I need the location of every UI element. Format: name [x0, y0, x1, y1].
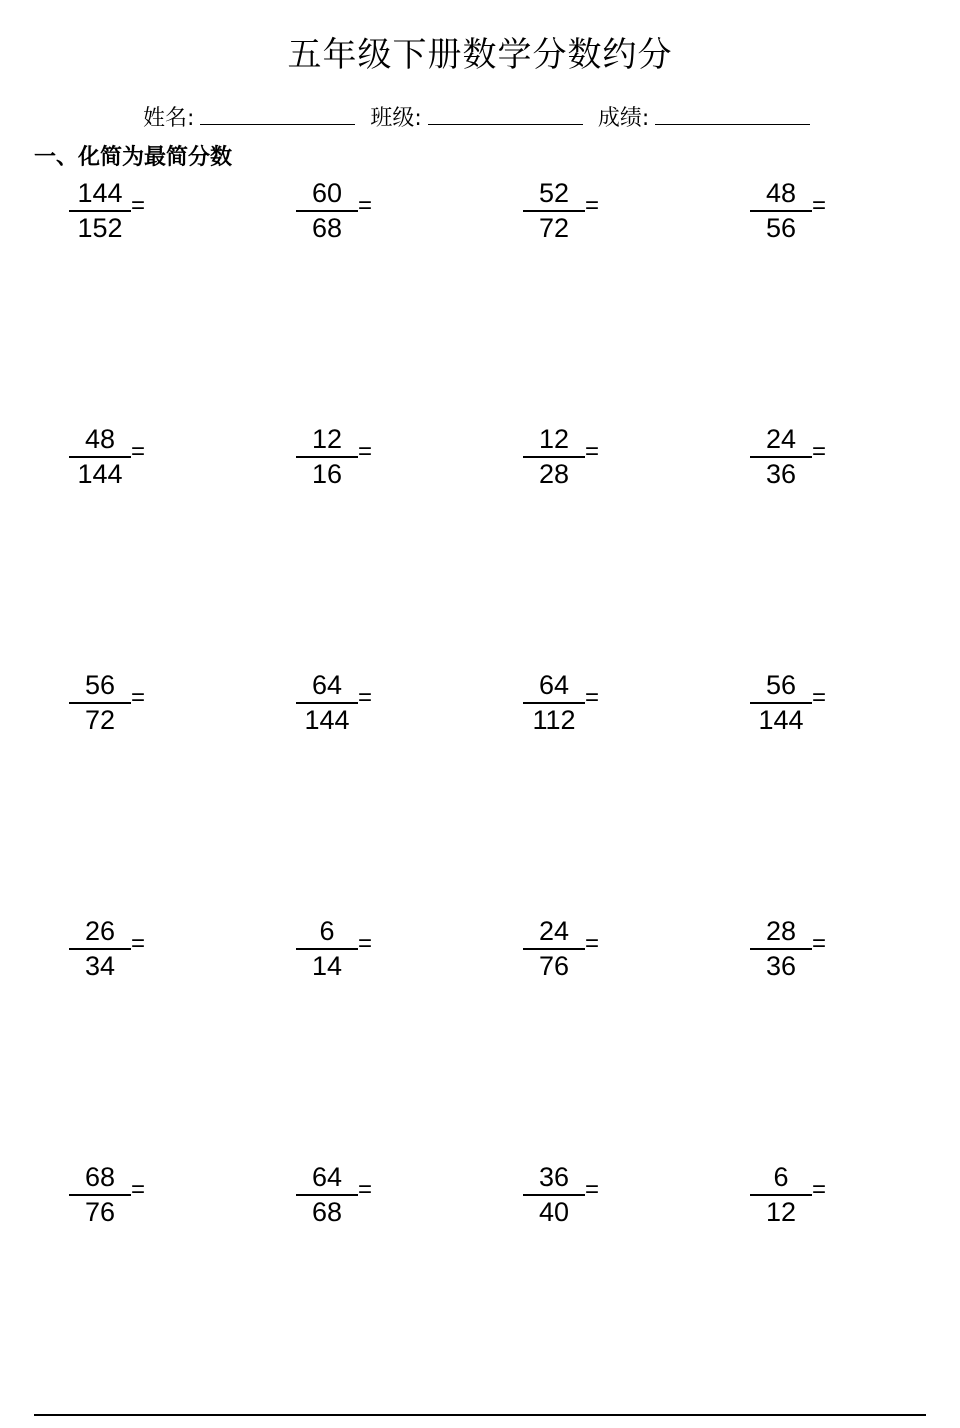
equals-sign: =: [131, 192, 146, 219]
equals-sign: =: [812, 684, 827, 711]
fraction-bar: [750, 210, 812, 212]
denominator: 76: [84, 1197, 116, 1227]
numerator: 48: [765, 178, 797, 208]
numerator: 12: [311, 424, 343, 454]
denominator: 144: [77, 459, 123, 489]
numerator: 60: [311, 178, 343, 208]
numerator: 56: [765, 670, 797, 700]
name-label: 姓名:: [143, 106, 195, 131]
fraction: [69, 178, 131, 243]
fraction-bar: [69, 702, 131, 704]
name-field: [143, 102, 355, 136]
fraction-bar: [523, 456, 585, 458]
fraction: [750, 1162, 812, 1227]
fraction-problem: [523, 178, 633, 258]
denominator: 36: [765, 459, 797, 489]
section-title: 一、化简为最简分数: [34, 145, 233, 170]
equals-sign: =: [812, 1176, 827, 1203]
fraction-bar: [750, 1194, 812, 1196]
numerator: 6: [773, 1162, 789, 1192]
denominator: 152: [77, 213, 123, 243]
fraction: [69, 424, 131, 489]
equals-sign: =: [585, 684, 600, 711]
numerator: 48: [84, 424, 116, 454]
equals-sign: =: [585, 192, 600, 219]
fraction: [296, 1162, 358, 1227]
equals-sign: =: [358, 192, 373, 219]
denominator: 68: [311, 213, 343, 243]
denominator: 72: [84, 705, 116, 735]
denominator: 28: [538, 459, 570, 489]
denominator: 34: [84, 951, 116, 981]
fraction-problem: [523, 670, 633, 750]
fraction-problem: [69, 916, 179, 996]
fraction-bar: [523, 1194, 585, 1196]
fraction: [69, 1162, 131, 1227]
fraction-bar: [750, 948, 812, 950]
equals-sign: =: [131, 438, 146, 465]
class-field: [370, 102, 582, 136]
fraction: [750, 670, 812, 735]
fraction: [296, 670, 358, 735]
fraction-bar: [750, 702, 812, 704]
fraction: [69, 916, 131, 981]
fraction-problem: [69, 1162, 179, 1242]
equals-sign: =: [585, 1176, 600, 1203]
denominator: 40: [538, 1197, 570, 1227]
equals-sign: =: [358, 438, 373, 465]
fraction-problem: [69, 670, 179, 750]
numerator: 56: [84, 670, 116, 700]
fraction: [296, 178, 358, 243]
fraction-problem: [523, 1162, 633, 1242]
numerator: 64: [311, 1162, 343, 1192]
fraction: [750, 424, 812, 489]
fraction: [523, 424, 585, 489]
fraction-bar: [523, 702, 585, 704]
fraction-bar: [296, 456, 358, 458]
fraction-problem: [523, 916, 633, 996]
page-title: 五年级下册数学分数约分: [287, 35, 673, 75]
denominator: 36: [765, 951, 797, 981]
fraction-bar: [296, 210, 358, 212]
fraction: [523, 178, 585, 243]
class-blank[interactable]: [428, 102, 583, 125]
denominator: 56: [765, 213, 797, 243]
fraction-bar: [523, 210, 585, 212]
equals-sign: =: [358, 930, 373, 957]
fraction-bar: [750, 456, 812, 458]
denominator: 72: [538, 213, 570, 243]
numerator: 68: [84, 1162, 116, 1192]
fraction-problem: [296, 670, 406, 750]
denominator: 144: [304, 705, 350, 735]
fraction: [296, 916, 358, 981]
fraction-bar: [69, 1194, 131, 1196]
fraction-problem: [69, 178, 179, 258]
denominator: 112: [532, 705, 576, 735]
class-label: 班级:: [370, 106, 422, 131]
score-blank[interactable]: [655, 102, 810, 125]
numerator: 52: [538, 178, 570, 208]
denominator: 16: [311, 459, 343, 489]
equals-sign: =: [131, 684, 146, 711]
score-field: [598, 102, 810, 136]
fraction: [296, 424, 358, 489]
equals-sign: =: [812, 438, 827, 465]
fraction-problem: [750, 916, 860, 996]
equals-sign: =: [812, 192, 827, 219]
equals-sign: =: [131, 1176, 146, 1203]
equals-sign: =: [358, 1176, 373, 1203]
fraction-bar: [69, 210, 131, 212]
numerator: 64: [311, 670, 343, 700]
fraction-problem: [69, 424, 179, 504]
fraction-problem: [523, 424, 633, 504]
denominator: 12: [765, 1197, 797, 1227]
fraction: [69, 670, 131, 735]
numerator: 6: [319, 916, 335, 946]
footer-divider: [34, 1414, 926, 1416]
name-blank[interactable]: [200, 102, 355, 125]
fraction: [523, 670, 585, 735]
denominator: 14: [311, 951, 343, 981]
fraction-problem: [750, 178, 860, 258]
denominator: 68: [311, 1197, 343, 1227]
numerator: 24: [765, 424, 797, 454]
numerator: 36: [538, 1162, 570, 1192]
fraction: [750, 178, 812, 243]
denominator: 144: [758, 705, 804, 735]
fraction-bar: [69, 948, 131, 950]
fraction-problem: [750, 424, 860, 504]
fraction-bar: [296, 702, 358, 704]
fraction-bar: [523, 948, 585, 950]
fraction-problem: [296, 916, 406, 996]
equals-sign: =: [585, 438, 600, 465]
equals-sign: =: [131, 930, 146, 957]
numerator: 26: [84, 916, 116, 946]
numerator: 24: [538, 916, 570, 946]
numerator: 12: [538, 424, 570, 454]
numerator: 144: [77, 178, 123, 208]
fraction-problem: [296, 178, 406, 258]
equals-sign: =: [812, 930, 827, 957]
fraction-bar: [296, 1194, 358, 1196]
fraction-problem: [296, 424, 406, 504]
fraction: [523, 916, 585, 981]
score-label: 成绩:: [597, 106, 650, 131]
numerator: 28: [765, 916, 797, 946]
equals-sign: =: [358, 684, 373, 711]
denominator: 76: [538, 951, 570, 981]
fraction-problem: [296, 1162, 406, 1242]
fraction-bar: [69, 456, 131, 458]
fraction: [523, 1162, 585, 1227]
equals-sign: =: [585, 930, 600, 957]
fraction-bar: [296, 948, 358, 950]
numerator: 64: [538, 670, 570, 700]
fraction: [750, 916, 812, 981]
fraction-problem: [750, 670, 860, 750]
student-info-row: [143, 102, 818, 136]
fraction-problem: [750, 1162, 860, 1242]
